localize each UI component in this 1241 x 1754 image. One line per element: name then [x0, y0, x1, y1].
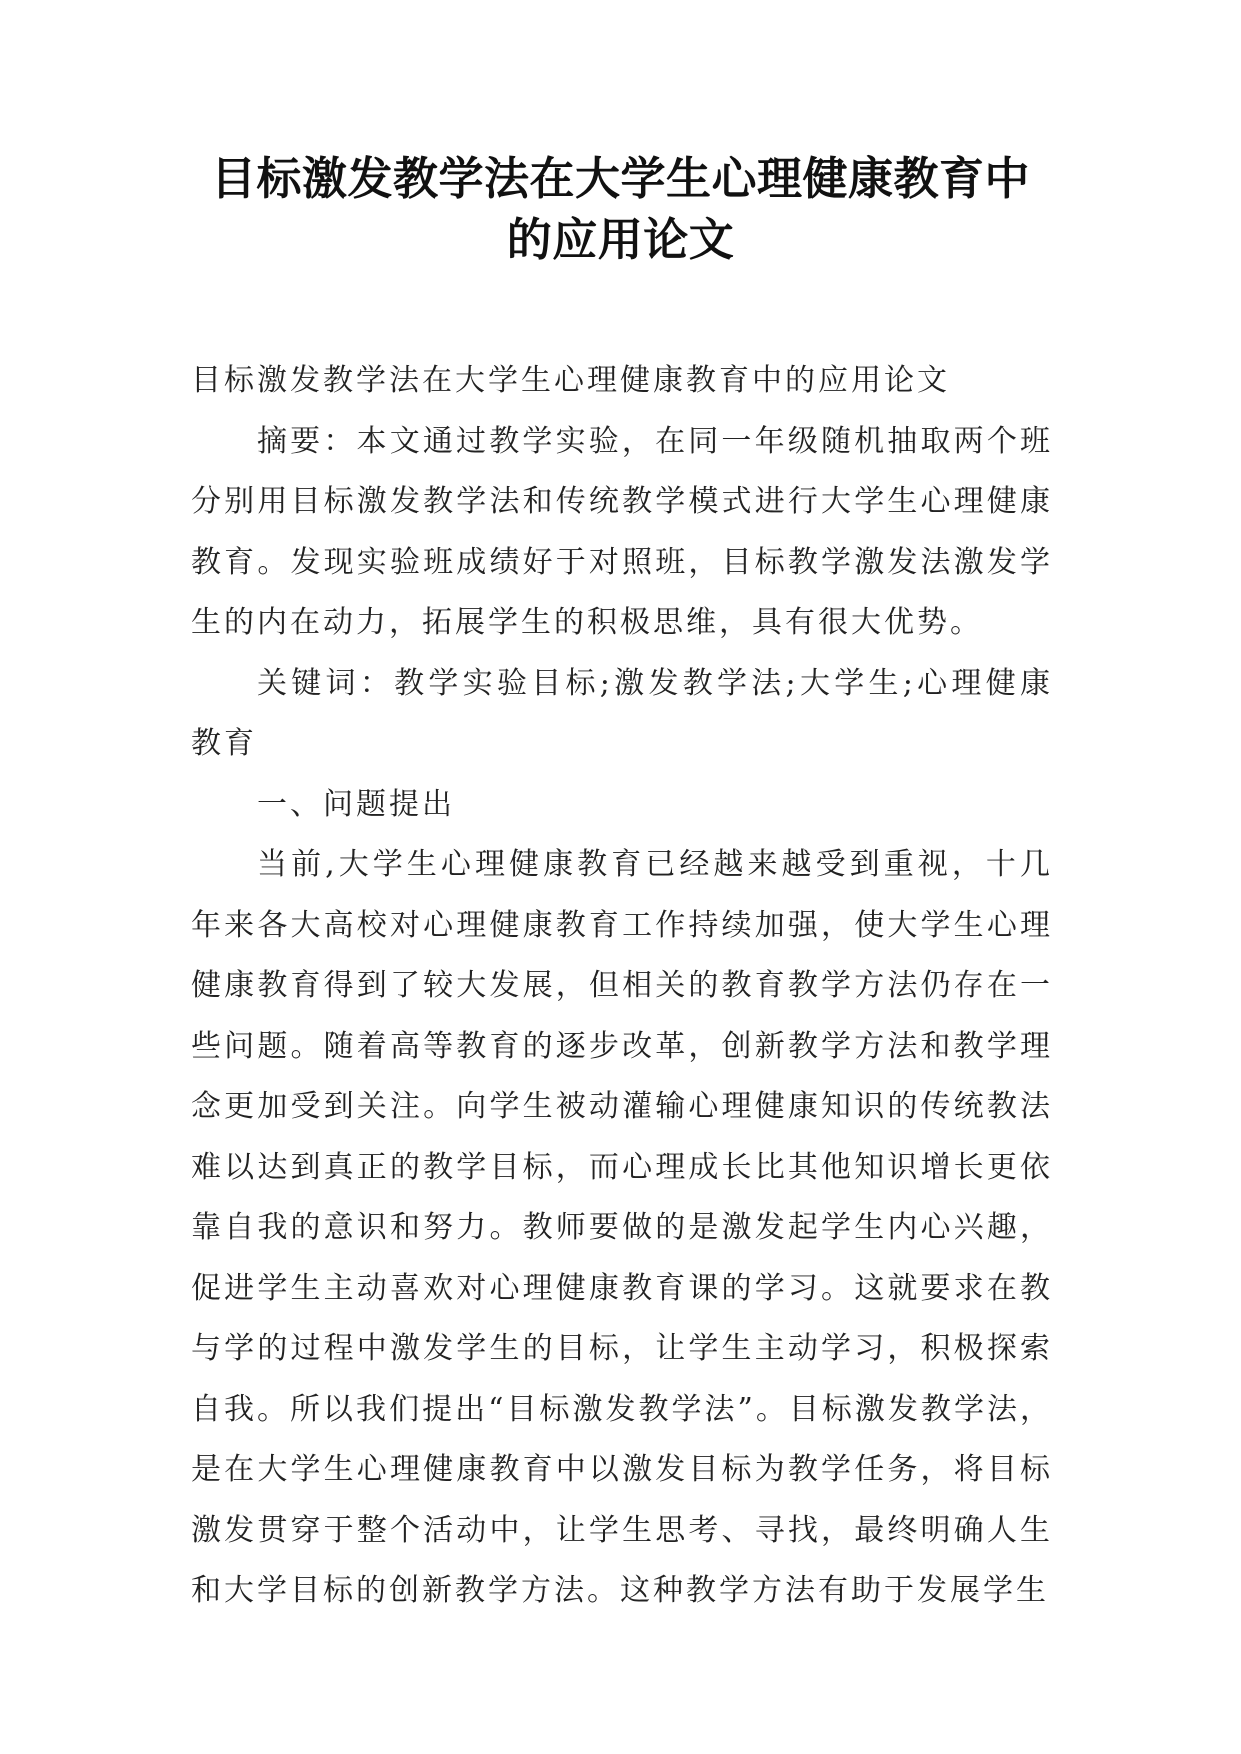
section-heading: 一、问题提出: [257, 786, 455, 822]
abstract-paragraph: 摘要：本文通过教学实验，在同一年级随机抽取两个班分别用目标激发教学法和传统教学模式进行大学生心理健康教育。发现实验班成绩好于对照班，目标教学激发法激发学生的内在动力，拓展学生的积极思维，具有很大优势。: [191, 423, 1053, 640]
document-title-line-2: 的应用论文: [506, 213, 735, 266]
repeated-title-paragraph: 目标激发教学法在大学生心理健康教育中的应用论文: [191, 363, 950, 398]
document-title: [150, 148, 1091, 270]
body-paragraph: 当前,大学生心理健康教育已经越来越受到重视，十几年来各大高校对心理健康教育工作持续加强，使大学生心理健康教育得到了较大发展，但相关的教育教学方法仍存在一些问题。随着高等教育的逐步改革，创新教学方法和教学理念更加受到关注。向学生被动灌输心理健康知识的传统教法难以达到真正的教学目标，而心理成长比其他知识增长更依靠自我的意识和努力。教师要做的是激发起学生内心兴趣，促进学生主动喜欢对心理健康教育课的学习。这就要求在教与学的过程中激发学生的目标，让学生主动学习，积极探索自我。所以我们提出“目标激发教学法”。目标激发教学法，是在大学生心理健康教育中以激发目标为教学任务，将目标激发贯穿于整个活动中，让学生思考、寻找，最终明确人生和大学目标的创新教学方法。这种教学方法有助于发展学生: [191, 847, 1053, 1608]
document-title-line-1: 目标激发教学法在大学生心理健康教育中: [210, 152, 1030, 205]
document-body: [191, 351, 1053, 1622]
keywords-paragraph: 关键词：教学实验目标;激发教学法;大学生;心理健康教育: [191, 665, 1053, 761]
